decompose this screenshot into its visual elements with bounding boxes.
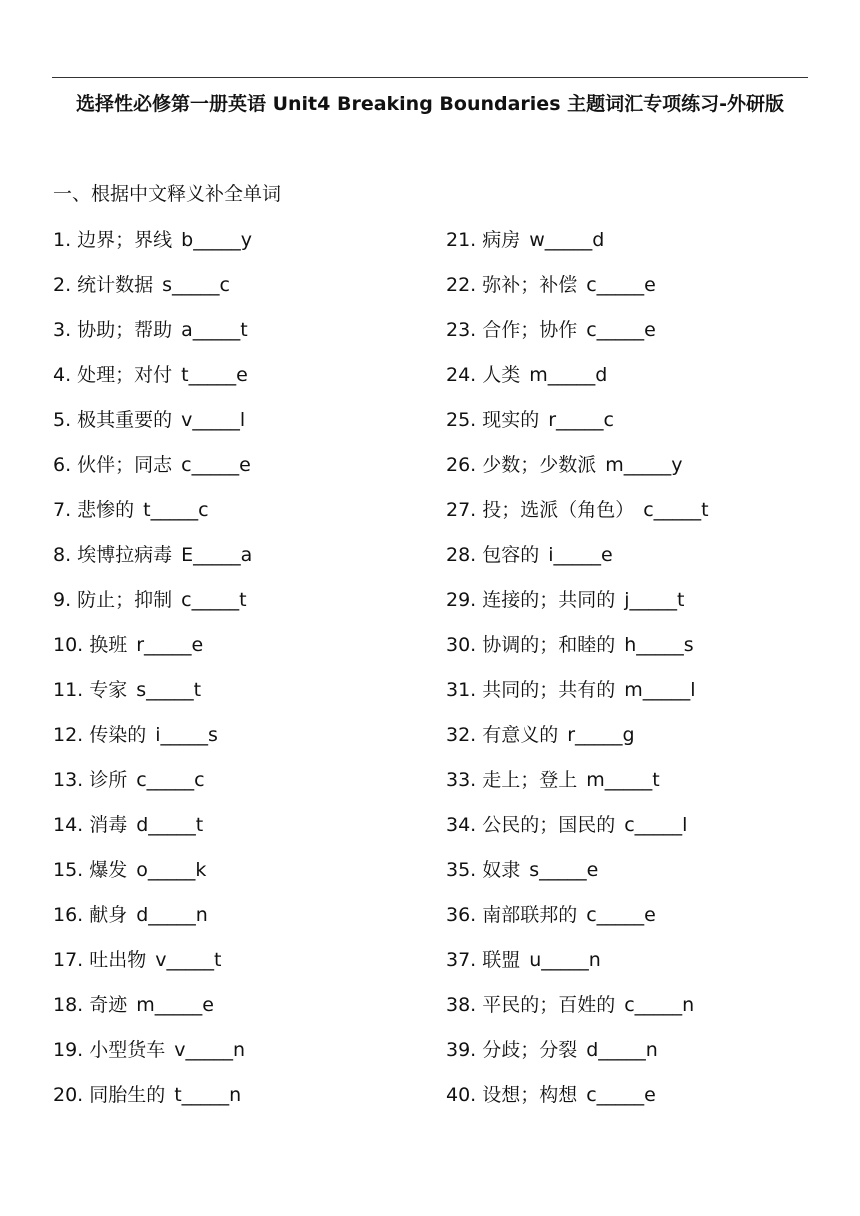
item-meaning: 人类: [482, 364, 521, 386]
vocab-item: [446, 992, 709, 1037]
vocab-item: [446, 1082, 709, 1127]
item-number: 25.: [446, 409, 477, 431]
item-word-blank: c_____e: [586, 319, 656, 341]
item-number: 8.: [53, 544, 72, 566]
item-word-blank: v_____t: [155, 949, 222, 971]
vocab-item: [446, 542, 709, 587]
item-number: 29.: [446, 589, 477, 611]
item-number: 27.: [446, 499, 477, 521]
vocab-item: [446, 587, 709, 632]
item-meaning: 悲惨的: [77, 499, 135, 521]
item-meaning: 伙伴；同志: [77, 454, 173, 476]
item-meaning: 埃博拉病毒: [77, 544, 173, 566]
item-meaning: 传染的: [89, 724, 147, 746]
item-number: 1.: [53, 229, 72, 251]
item-number: 11.: [53, 679, 84, 701]
item-word-blank: j_____t: [624, 589, 685, 611]
item-meaning: 边界；界线: [77, 229, 173, 251]
vocab-item: [53, 1037, 252, 1082]
item-meaning: 合作；协作: [482, 319, 578, 341]
vocab-item: [53, 587, 252, 632]
item-word-blank: i_____s: [155, 724, 218, 746]
item-meaning: 联盟: [482, 949, 521, 971]
item-meaning: 极其重要的: [77, 409, 173, 431]
vocab-item: [53, 497, 252, 542]
vocab-item: [53, 632, 252, 677]
item-meaning: 换班: [89, 634, 128, 656]
item-word-blank: d_____n: [586, 1039, 658, 1061]
item-number: 2.: [53, 274, 72, 296]
item-meaning: 处理；对付: [77, 364, 173, 386]
item-word-blank: o_____k: [136, 859, 207, 881]
item-meaning: 公民的；国民的: [482, 814, 616, 836]
item-word-blank: v_____l: [181, 409, 246, 431]
vocab-item: [446, 1037, 709, 1082]
item-number: 7.: [53, 499, 72, 521]
vocab-item: [446, 497, 709, 542]
item-word-blank: t_____e: [181, 364, 248, 386]
left-column: [53, 227, 252, 1127]
item-word-blank: c_____e: [586, 1084, 656, 1106]
item-meaning: 奴隶: [482, 859, 521, 881]
item-word-blank: t_____c: [143, 499, 209, 521]
item-number: 22.: [446, 274, 477, 296]
item-meaning: 少数；少数派: [482, 454, 597, 476]
item-number: 17.: [53, 949, 84, 971]
item-word-blank: c_____e: [181, 454, 251, 476]
vocab-item: [53, 677, 252, 722]
item-meaning: 防止；抑制: [77, 589, 173, 611]
item-word-blank: a_____t: [181, 319, 248, 341]
item-number: 23.: [446, 319, 477, 341]
vocab-item: [446, 272, 709, 317]
vocab-item: [53, 542, 252, 587]
item-word-blank: i_____e: [548, 544, 613, 566]
item-word-blank: s_____e: [529, 859, 599, 881]
item-number: 35.: [446, 859, 477, 881]
item-number: 13.: [53, 769, 84, 791]
item-meaning: 爆发: [89, 859, 128, 881]
item-meaning: 小型货车: [89, 1039, 166, 1061]
item-meaning: 奇迹: [89, 994, 128, 1016]
item-number: 37.: [446, 949, 477, 971]
item-number: 5.: [53, 409, 72, 431]
item-meaning: 共同的；共有的: [482, 679, 616, 701]
item-word-blank: c_____c: [136, 769, 205, 791]
vocab-item: [446, 362, 709, 407]
item-number: 40.: [446, 1084, 477, 1106]
item-word-blank: m_____l: [624, 679, 696, 701]
item-word-blank: t_____n: [174, 1084, 242, 1106]
section-heading: 一、根据中文释义补全单词: [53, 183, 282, 205]
item-number: 26.: [446, 454, 477, 476]
item-word-blank: c_____l: [624, 814, 688, 836]
vocab-item: [53, 362, 252, 407]
item-word-blank: c_____n: [624, 994, 695, 1016]
vocab-item: [53, 452, 252, 497]
item-word-blank: c_____t: [181, 589, 247, 611]
item-word-blank: c_____t: [643, 499, 709, 521]
item-word-blank: u_____n: [529, 949, 601, 971]
vocab-item: [446, 767, 709, 812]
vocab-item: [53, 812, 252, 857]
item-number: 16.: [53, 904, 84, 926]
item-word-blank: E_____a: [181, 544, 253, 566]
item-number: 34.: [446, 814, 477, 836]
item-meaning: 连接的；共同的: [482, 589, 616, 611]
item-number: 28.: [446, 544, 477, 566]
item-meaning: 诊所: [89, 769, 128, 791]
vocab-item: [53, 947, 252, 992]
item-number: 3.: [53, 319, 72, 341]
vocab-item: [446, 317, 709, 362]
item-number: 6.: [53, 454, 72, 476]
item-meaning: 投；选派（角色）: [482, 499, 635, 521]
item-meaning: 分歧；分裂: [482, 1039, 578, 1061]
item-meaning: 消毒: [89, 814, 128, 836]
vocab-item: [446, 677, 709, 722]
item-meaning: 南部联邦的: [482, 904, 578, 926]
item-word-blank: c_____e: [586, 904, 656, 926]
item-meaning: 设想；构想: [482, 1084, 578, 1106]
vocab-item: [446, 812, 709, 857]
item-word-blank: m_____y: [605, 454, 683, 476]
vocab-item: [446, 902, 709, 947]
item-word-blank: v_____n: [174, 1039, 246, 1061]
item-meaning: 专家: [89, 679, 128, 701]
item-number: 15.: [53, 859, 84, 881]
vocab-item: [53, 407, 252, 452]
item-word-blank: s_____t: [136, 679, 202, 701]
vocab-item: [53, 767, 252, 812]
item-word-blank: m_____t: [586, 769, 660, 791]
item-word-blank: r_____g: [567, 724, 635, 746]
item-meaning: 现实的: [482, 409, 540, 431]
item-number: 38.: [446, 994, 477, 1016]
item-word-blank: r_____c: [548, 409, 614, 431]
vocab-item: [53, 902, 252, 947]
vocab-item: [53, 992, 252, 1037]
item-meaning: 走上；登上: [482, 769, 578, 791]
item-number: 9.: [53, 589, 72, 611]
item-word-blank: b_____y: [181, 229, 252, 251]
vocab-item: [446, 632, 709, 677]
item-number: 21.: [446, 229, 477, 251]
item-number: 32.: [446, 724, 477, 746]
item-number: 4.: [53, 364, 72, 386]
vocab-item: [446, 407, 709, 452]
vocab-item: [53, 317, 252, 362]
item-number: 20.: [53, 1084, 84, 1106]
item-meaning: 吐出物: [89, 949, 147, 971]
vocab-item: [446, 722, 709, 767]
item-meaning: 病房: [482, 229, 521, 251]
vocab-item: [53, 722, 252, 767]
document-title: 选择性必修第一册英语 Unit4 Breaking Boundaries 主题词汇专项练习-外研版: [75, 93, 785, 115]
item-meaning: 献身: [89, 904, 128, 926]
item-number: 10.: [53, 634, 84, 656]
item-number: 39.: [446, 1039, 477, 1061]
item-meaning: 有意义的: [482, 724, 559, 746]
item-meaning: 统计数据: [77, 274, 154, 296]
vocab-item: [53, 1082, 252, 1127]
right-column: [446, 227, 709, 1127]
item-number: 24.: [446, 364, 477, 386]
header-rule: [52, 77, 808, 78]
vocab-item: [53, 857, 252, 902]
vocab-item: [53, 272, 252, 317]
item-number: 36.: [446, 904, 477, 926]
item-meaning: 协调的；和睦的: [482, 634, 616, 656]
item-number: 33.: [446, 769, 477, 791]
item-number: 18.: [53, 994, 84, 1016]
item-meaning: 同胎生的: [89, 1084, 166, 1106]
item-meaning: 协助；帮助: [77, 319, 173, 341]
item-word-blank: c_____e: [586, 274, 656, 296]
vocab-item: [53, 227, 252, 272]
item-number: 19.: [53, 1039, 84, 1061]
item-meaning: 平民的；百姓的: [482, 994, 616, 1016]
item-word-blank: s_____c: [162, 274, 231, 296]
vocab-item: [446, 857, 709, 902]
item-number: 30.: [446, 634, 477, 656]
vocab-item: [446, 227, 709, 272]
item-word-blank: m_____e: [136, 994, 214, 1016]
item-word-blank: h_____s: [624, 634, 694, 656]
item-meaning: 弥补；补偿: [482, 274, 578, 296]
item-word-blank: w_____d: [529, 229, 605, 251]
item-number: 12.: [53, 724, 84, 746]
vocab-item: [446, 452, 709, 497]
item-word-blank: d_____t: [136, 814, 204, 836]
item-word-blank: m_____d: [529, 364, 608, 386]
item-word-blank: d_____n: [136, 904, 208, 926]
item-word-blank: r_____e: [136, 634, 204, 656]
vocab-item: [446, 947, 709, 992]
item-meaning: 包容的: [482, 544, 540, 566]
item-number: 31.: [446, 679, 477, 701]
item-number: 14.: [53, 814, 84, 836]
